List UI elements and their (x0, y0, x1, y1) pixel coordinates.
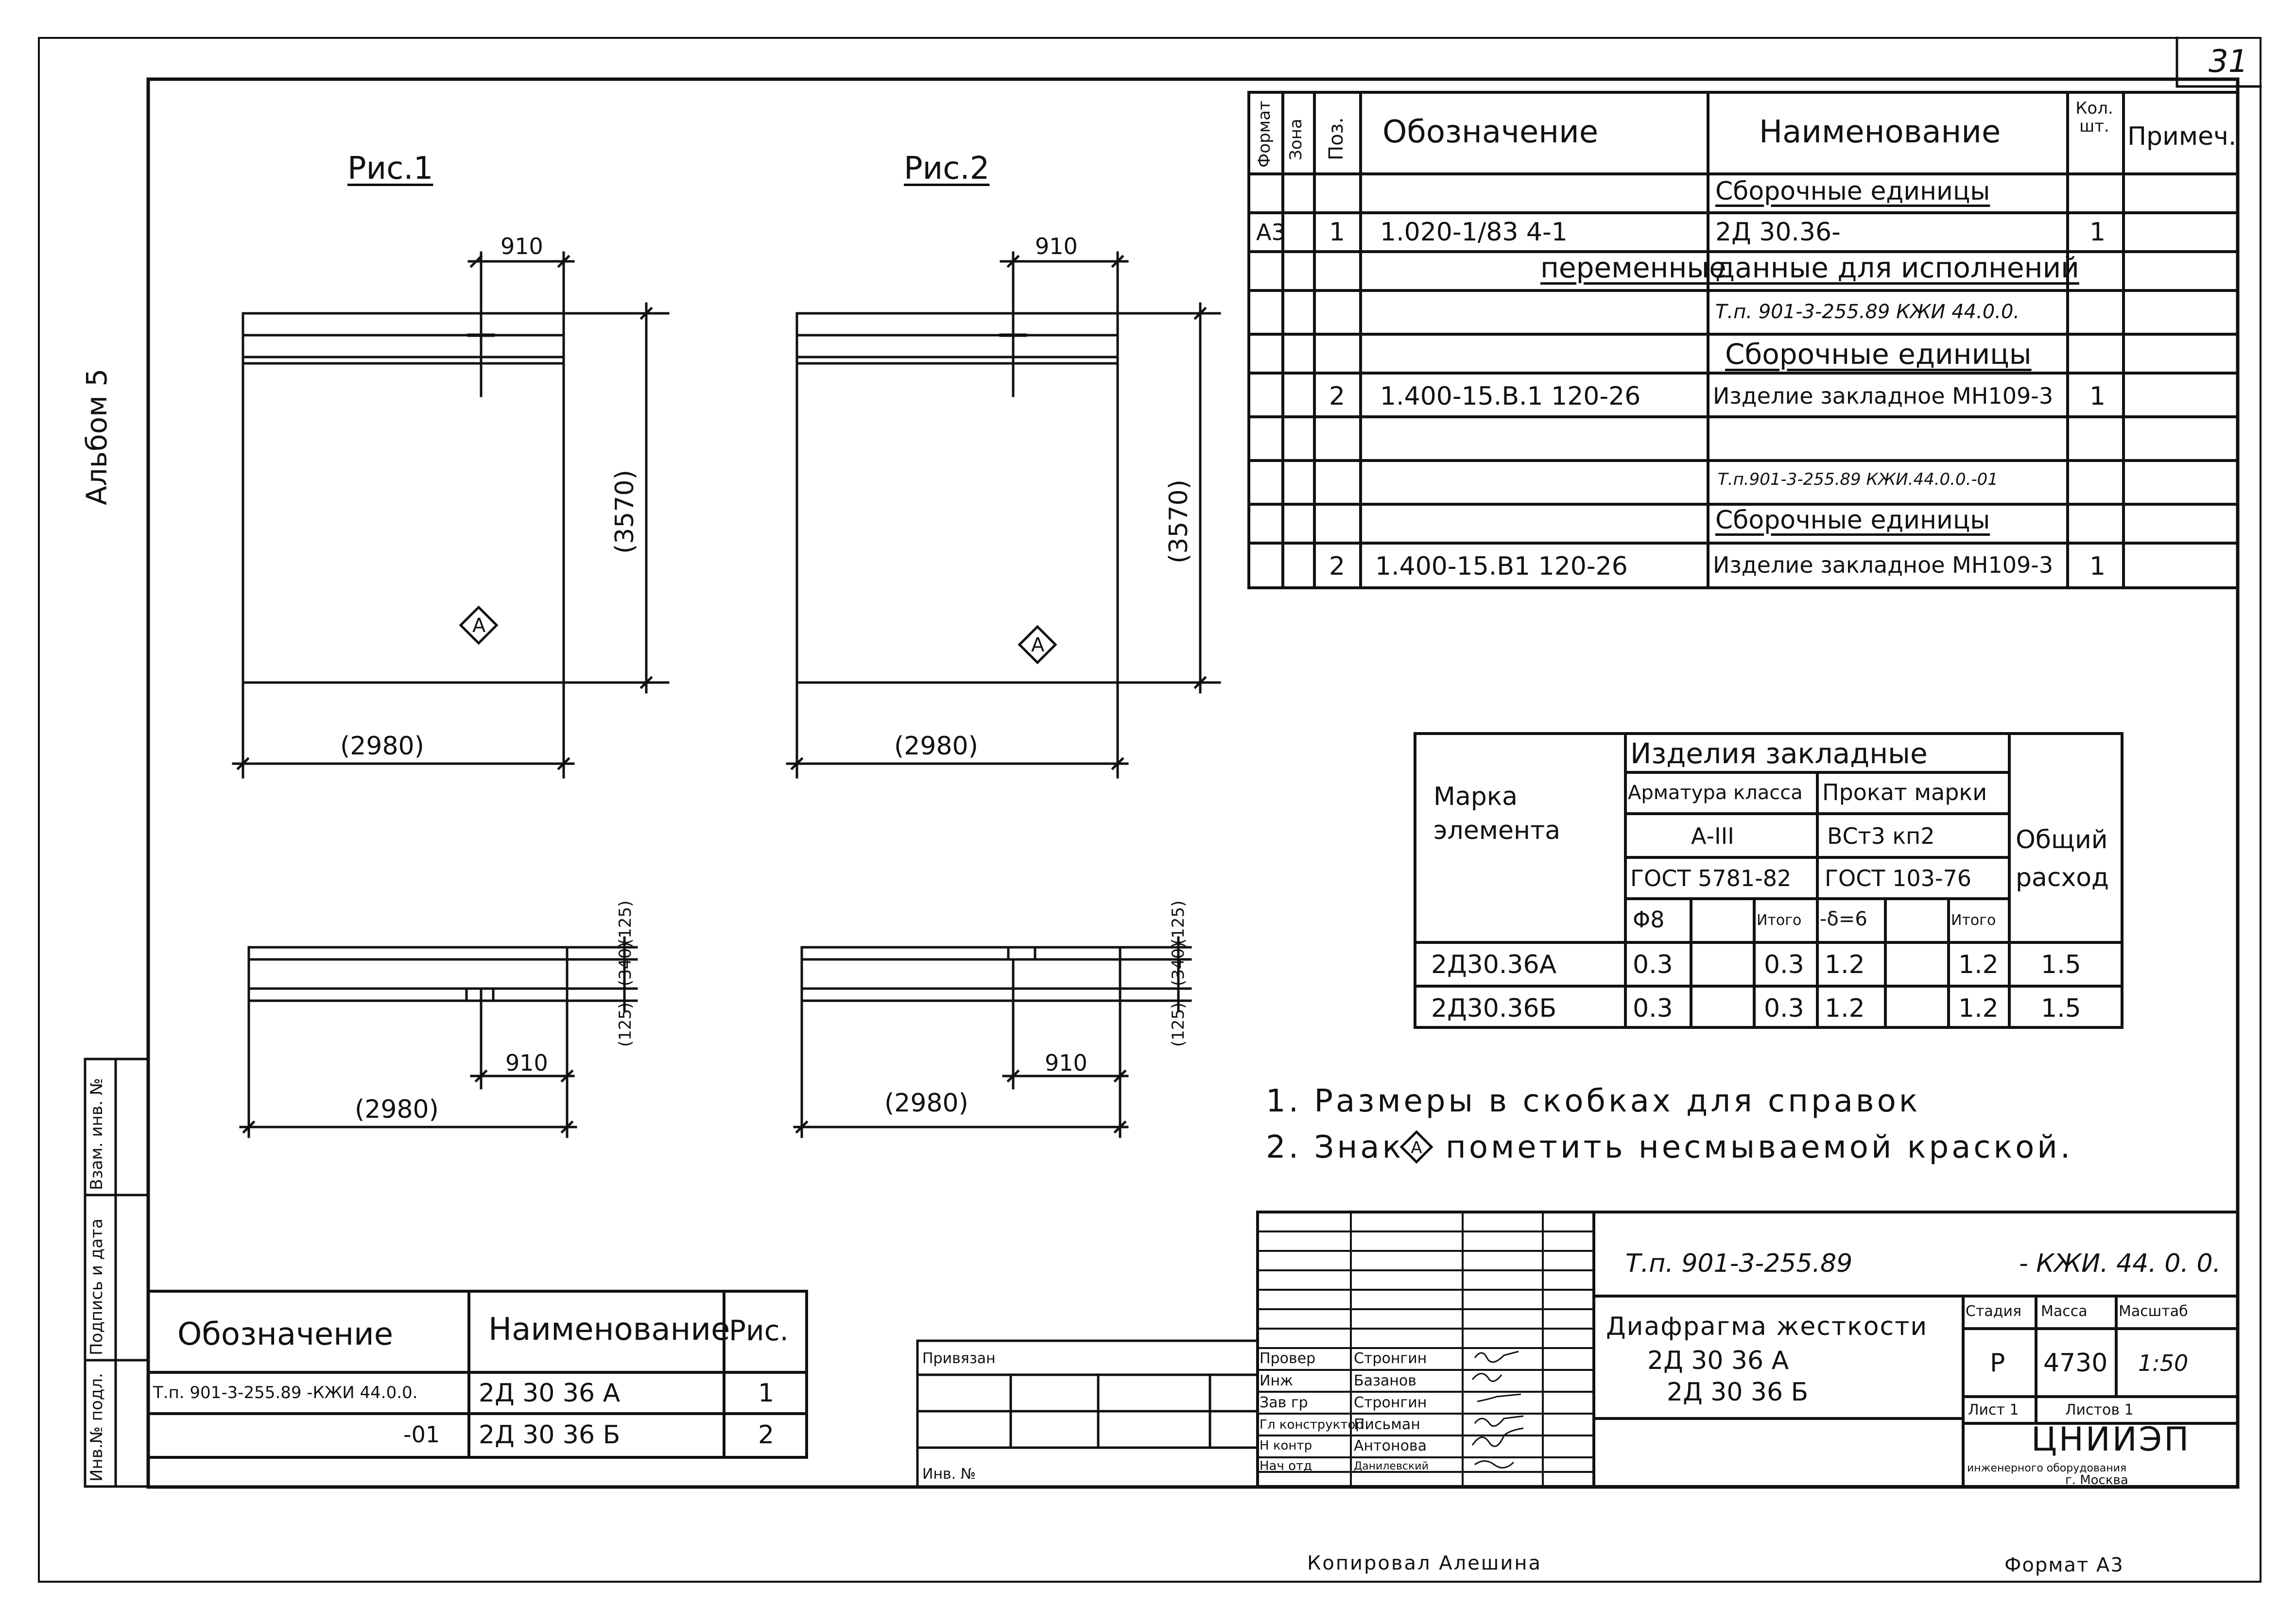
stamp-podp-data: Подпись и дата (87, 1218, 106, 1355)
steel-header-itogo1: Итого (1757, 912, 1802, 929)
fig2-plan-dim-125a: (125) (1169, 900, 1188, 945)
spec-designation: 1.400-15.В1 120-26 (1375, 552, 1628, 581)
variants-name: 2Д 30 36 А (479, 1379, 621, 1408)
variants-fig: 1 (758, 1379, 775, 1408)
mark-a-icon (1399, 1130, 1433, 1164)
tb-title: Диафрагма жесткости (1606, 1312, 1928, 1341)
label-privyazan: Привязан (922, 1350, 996, 1367)
staff-name: Письман (1354, 1416, 1420, 1433)
fig2-plan-dim-125b: (125) (1169, 1002, 1188, 1047)
tb-item-b: 2Д 30 36 Б (1667, 1378, 1809, 1407)
spec-pos: 2 (1329, 382, 1346, 411)
tb-city: г. Москва (2065, 1473, 2128, 1487)
steel-rebar-gost: ГОСТ 5781-82 (1630, 865, 1792, 891)
steel-d8: 0.3 (1633, 994, 1673, 1023)
steel-rolled-gost: ГОСТ 103-76 (1825, 865, 1972, 891)
spec-designation: 1.400-15.В.1 120-26 (1380, 382, 1641, 411)
steel-header-d8: Φ8 (1633, 906, 1665, 933)
steel-total: 1.5 (2041, 950, 2081, 979)
steel-header-rolled: Прокат марки (1822, 779, 1987, 805)
steel-header-rebar-class: Арматура класса (1628, 782, 1803, 804)
note-1: 1. Размеры в скобках для справок (1266, 1083, 1921, 1119)
spec-qty: 1 (2089, 218, 2106, 247)
spec-name: 2Д 30.36- (1715, 218, 1841, 247)
spec-header-name: Наименование (1759, 114, 2001, 150)
signatures-icon (1465, 1346, 1543, 1482)
tb-item-a: 2Д 30 36 А (1647, 1346, 1789, 1375)
fig1-dim-3570: (3570) (610, 470, 639, 554)
tb-scale-header: Масштаб (2119, 1303, 2188, 1320)
steel-itogo1: 0.3 (1764, 994, 1804, 1023)
steel-header-total: Общий расход (2016, 825, 2109, 892)
fig1-plan-dim-2980: (2980) (355, 1095, 439, 1124)
variants-header-designation: Обозначение (177, 1316, 394, 1352)
spec-pos: 1 (1329, 218, 1346, 247)
fig1-mark-a: А (472, 615, 486, 637)
variants-designation: -01 (403, 1421, 440, 1448)
spec-qty: 1 (2089, 552, 2106, 581)
spec-header-designation: Обозначение (1382, 114, 1599, 150)
tb-sheets: Листов 1 (2065, 1401, 2134, 1418)
fig2-mark-a: А (1031, 634, 1045, 656)
variants-header-name: Наименование (488, 1312, 730, 1348)
variants-name: 2Д 30 36 Б (479, 1420, 621, 1450)
steel-itogo2: 1.2 (1958, 994, 1999, 1023)
spec-section-title: Сборочные единицы (1715, 177, 1990, 206)
spec-header-format: Формат (1255, 101, 1274, 168)
footer-copied: Копировал Алешина (1307, 1552, 1542, 1574)
staff-name: Стронгин (1354, 1350, 1427, 1367)
fig2-title: Рис.2 (904, 151, 990, 187)
variants-designation: Т.п. 901-3-255.89 -КЖИ 44.0.0. (153, 1383, 418, 1402)
tb-org-sub: инженерного оборудования (1967, 1462, 2127, 1474)
label-inv-no: Инв. № (922, 1466, 976, 1483)
fig2-dim-910: 910 (1035, 233, 1078, 259)
steel-d6: 1.2 (1825, 994, 1865, 1023)
steel-mark: 2Д30.36Б (1431, 994, 1557, 1023)
spec-section-title: Сборочные единицы (1725, 338, 2032, 371)
fig2-dim-3570: (3570) (1164, 479, 1193, 564)
spec-header-zone: Зона (1286, 119, 1306, 160)
steel-d6: 1.2 (1825, 950, 1865, 979)
tb-org: ЦНИИЭП (2031, 1420, 2191, 1459)
spec-pos: 2 (1329, 552, 1346, 581)
note-2-start: 2. Знак (1266, 1129, 1404, 1165)
variants-fig: 2 (758, 1420, 775, 1450)
spec-format: А3 (1256, 219, 1286, 245)
fig1-dim-910: 910 (501, 233, 543, 259)
fig1-title: Рис.1 (347, 151, 433, 187)
staff-name: Данилевский (1354, 1460, 1429, 1472)
spec-name: Т.п. 901-3-255.89 КЖИ 44.0.0. (1715, 301, 2020, 323)
staff-name: Стронгин (1354, 1394, 1427, 1411)
steel-itogo1: 0.3 (1764, 950, 1804, 979)
variants-header-fig: Рис. (729, 1314, 789, 1347)
steel-header-delta: -δ=6 (1820, 908, 1867, 930)
svg-text:А: А (1411, 1138, 1422, 1158)
steel-rebar-grade: А-III (1691, 823, 1734, 849)
fig1-plan-dim-910: 910 (505, 1050, 548, 1076)
album-label: Альбом 5 (80, 368, 113, 505)
spec-name: Т.п.901-3-255.89 КЖИ.44.0.0.-01 (1718, 470, 1998, 489)
staff-name: Антонова (1354, 1437, 1427, 1454)
tb-stage: Р (1990, 1349, 2005, 1378)
spec-header-pos: Поз. (1325, 117, 1347, 160)
steel-total: 1.5 (2041, 994, 2081, 1023)
spec-section-title: Сборочные единицы (1715, 506, 1990, 535)
fig2-plan-dim-340: (340) (1169, 941, 1188, 986)
fig1-plan-dim-340: (340) (616, 941, 635, 986)
spec-name: Изделие закладное МН109-3 (1713, 552, 2054, 578)
spec-designation: 1.020-1/83 4-1 (1380, 218, 1568, 247)
fig2-dim-2980: (2980) (894, 732, 978, 761)
staff-role: Инж (1260, 1372, 1294, 1389)
steel-rolled-grade: ВСт3 кп2 (1827, 823, 1935, 849)
spec-designation: переменные (1540, 251, 1726, 284)
steel-header-embedded: Изделия закладные (1630, 737, 1928, 770)
steel-itogo2: 1.2 (1958, 950, 1999, 979)
steel-mark: 2Д30.36А (1431, 950, 1557, 979)
steel-header-itogo2: Итого (1951, 912, 1996, 929)
staff-role: Н контр (1260, 1438, 1312, 1453)
staff-name: Базанов (1354, 1372, 1416, 1389)
tb-scale: 1:50 (2138, 1350, 2189, 1376)
staff-role: Гл конструктор (1260, 1418, 1364, 1432)
fig2-plan-dim-910: 910 (1045, 1050, 1088, 1076)
footer-format: Формат А3 (2004, 1554, 2124, 1576)
fig1-plan-dim-125a: (125) (616, 900, 635, 945)
tb-code-right: - КЖИ. 44. 0. 0. (2019, 1249, 2221, 1278)
sheet-number: 31 (2209, 44, 2248, 80)
tb-mass: 4730 (2043, 1349, 2108, 1378)
steel-header-mark: Марка элемента (1433, 782, 1561, 846)
spec-header-note: Примеч. (2127, 122, 2237, 151)
fig2-plan-dim-2980: (2980) (884, 1089, 968, 1118)
staff-role: Зав гр (1260, 1394, 1308, 1411)
tb-mass-header: Масса (2041, 1303, 2088, 1320)
tb-code-left: Т.п. 901-3-255.89 (1625, 1249, 1853, 1278)
note-2-end: пометить несмываемой краской. (1446, 1129, 2073, 1165)
fig1-plan-dim-125b: (125) (616, 1002, 635, 1047)
steel-d8: 0.3 (1633, 950, 1673, 979)
stamp-vzam-inv: Взам. инв. № (87, 1078, 106, 1190)
spec-name: Изделие закладное МН109-3 (1713, 383, 2054, 409)
spec-qty: 1 (2089, 382, 2106, 411)
stamp-inv-podl: Инв.№ подл. (87, 1373, 106, 1482)
spec-name: данные для исполнений (1715, 251, 2079, 284)
spec-header-qty: Кол. шт. (2075, 99, 2113, 137)
staff-role: Нач отд (1260, 1459, 1312, 1473)
tb-sheet: Лист 1 (1968, 1401, 2019, 1418)
tb-stage-header: Стадия (1966, 1303, 2022, 1320)
staff-role: Провер (1260, 1350, 1316, 1367)
fig1-dim-2980: (2980) (340, 732, 424, 761)
